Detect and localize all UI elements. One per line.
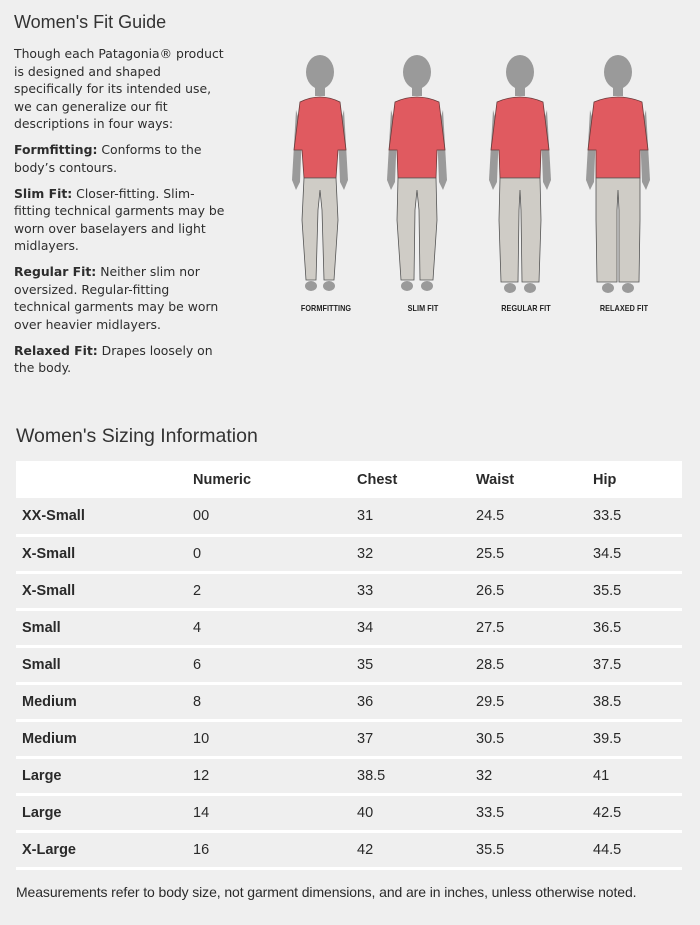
table-row — [16, 498, 682, 535]
numeric-cell: 8 — [193, 693, 202, 710]
sizing-title: Women's Sizing Information — [16, 425, 258, 447]
column-header-hip: Hip — [593, 471, 617, 488]
chest-cell: 42 — [357, 841, 374, 858]
fit-description: Conforms to the body’s contours. — [14, 142, 202, 175]
waist-cell: 24.5 — [476, 507, 505, 524]
fit-term: Relaxed Fit: — [14, 342, 98, 358]
chest-cell: 37 — [357, 730, 374, 747]
size-name: X-Small — [22, 545, 76, 562]
fit-relaxed — [14, 342, 229, 377]
relaxed-fit-figure-icon — [584, 50, 664, 300]
table-row — [16, 720, 682, 757]
table-row — [16, 535, 682, 572]
size-name: X-Small — [22, 582, 76, 599]
waist-cell: 33.5 — [476, 804, 505, 821]
size-name: Small — [22, 656, 61, 673]
chest-cell: 33 — [357, 582, 374, 599]
numeric-cell: 0 — [193, 545, 202, 562]
waist-cell: 28.5 — [476, 656, 505, 673]
fit-term: Formfitting: — [14, 142, 98, 157]
chest-cell: 31 — [357, 507, 374, 524]
table-row — [16, 757, 682, 794]
chest-cell: 32 — [357, 545, 374, 562]
numeric-cell: 2 — [193, 582, 202, 599]
figure-formfitting — [286, 50, 366, 320]
size-name: Large — [22, 804, 62, 821]
figure-label: RELAXED FIT — [599, 303, 649, 313]
table-row — [16, 646, 682, 683]
column-header-chest: Chest — [357, 471, 398, 488]
slim-fit-figure-icon — [383, 50, 463, 300]
table-row — [16, 831, 682, 868]
fit-term: Regular Fit: — [14, 264, 97, 279]
numeric-cell: 10 — [193, 730, 210, 747]
hip-cell: 34.5 — [593, 545, 622, 562]
regular-fit-figure-icon — [486, 50, 566, 300]
hip-cell: 44.5 — [593, 841, 622, 858]
table-header-row — [16, 461, 682, 498]
size-name: Medium — [22, 693, 77, 710]
size-name: X-Large — [22, 841, 76, 858]
fit-intro: Though each Patagonia® product is designed and shaped specifically for its intended use, we can generalize our fit descriptions in four ways: — [14, 46, 224, 131]
column-header-numeric: Numeric — [193, 471, 252, 488]
fit-description: Neither slim nor oversized. Regular-fitting technical garments may be worn over heavier midlayers. — [14, 264, 219, 332]
fit-formfitting — [14, 141, 229, 176]
hip-cell: 42.5 — [593, 804, 622, 821]
hip-cell: 38.5 — [593, 693, 622, 710]
chest-cell: 38.5 — [357, 767, 386, 784]
chest-cell: 40 — [357, 804, 374, 821]
chest-cell: 34 — [357, 619, 374, 636]
numeric-cell: 4 — [193, 619, 202, 636]
formfitting-figure-icon — [286, 50, 366, 300]
figure-label: FORMFITTING — [300, 303, 352, 313]
table-row — [16, 572, 682, 609]
figure-relaxed-fit — [584, 50, 664, 320]
waist-cell: 35.5 — [476, 841, 505, 858]
fit-guide-title: Women's Fit Guide — [14, 12, 167, 32]
fit-slim — [14, 185, 229, 255]
table-row — [16, 794, 682, 831]
chest-cell: 35 — [357, 656, 374, 673]
numeric-cell: 16 — [193, 841, 210, 858]
fit-regular — [14, 263, 229, 333]
sizing-table — [16, 461, 682, 870]
hip-cell: 35.5 — [593, 582, 622, 599]
figure-slim-fit — [383, 50, 463, 320]
figure-label: SLIM FIT — [407, 303, 439, 313]
size-name: Medium — [22, 730, 77, 747]
waist-cell: 30.5 — [476, 730, 505, 747]
figure-regular-fit — [486, 50, 566, 320]
numeric-cell: 12 — [193, 767, 210, 784]
figure-label: REGULAR FIT — [501, 303, 551, 313]
size-name: XX-Small — [22, 507, 85, 524]
waist-cell: 27.5 — [476, 619, 505, 636]
chest-cell: 36 — [357, 693, 374, 710]
fit-descriptions — [14, 45, 229, 385]
column-header-waist: Waist — [476, 471, 515, 488]
numeric-cell: 00 — [193, 507, 210, 524]
fit-description: Drapes loosely on the body. — [14, 342, 213, 375]
size-name: Large — [22, 767, 62, 784]
numeric-cell: 14 — [193, 804, 210, 821]
column-header-size — [16, 461, 193, 498]
fit-description: Closer-fitting. Slim-fitting technical garments may be worn over baselayers and light midlayers. — [14, 185, 225, 253]
waist-cell: 32 — [476, 767, 493, 784]
measurement-footnote: Measurements refer to body size, not garment dimensions, and are in inches, unless otherwise noted. — [16, 884, 637, 900]
hip-cell: 41 — [593, 767, 610, 784]
size-name: Small — [22, 619, 61, 636]
waist-cell: 26.5 — [476, 582, 505, 599]
table-row — [16, 683, 682, 720]
hip-cell: 36.5 — [593, 619, 622, 636]
waist-cell: 25.5 — [476, 545, 505, 562]
fit-term: Slim Fit: — [14, 185, 73, 201]
hip-cell: 39.5 — [593, 730, 622, 747]
hip-cell: 33.5 — [593, 507, 622, 524]
numeric-cell: 6 — [193, 656, 202, 673]
fit-illustrations — [286, 50, 666, 320]
hip-cell: 37.5 — [593, 656, 622, 673]
waist-cell: 29.5 — [476, 693, 505, 710]
table-row — [16, 609, 682, 646]
